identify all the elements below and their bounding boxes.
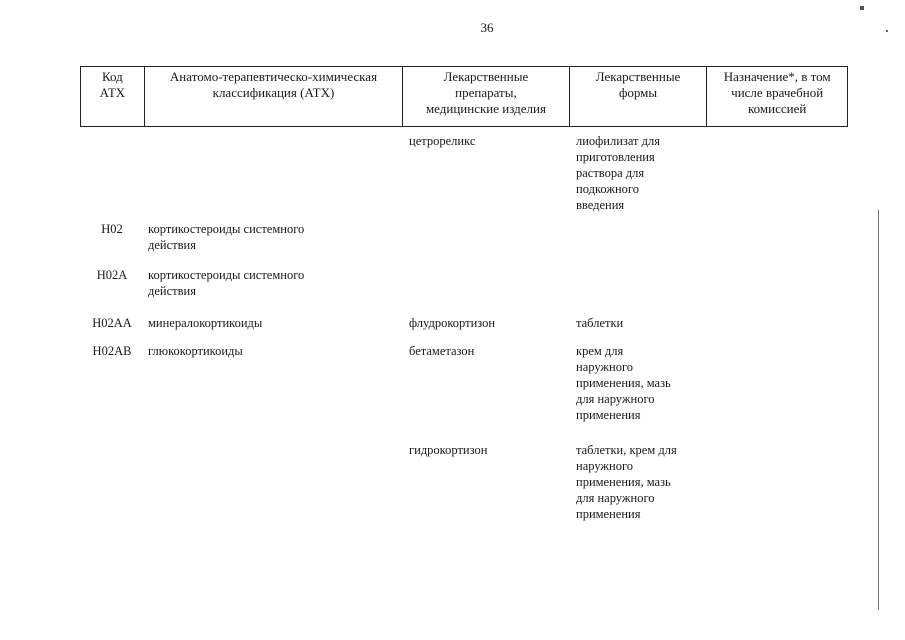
row-code: H02AA [92,316,132,330]
row-class: глюкокортикоиды [148,344,243,358]
row-form: крем для наружного применения, мазь для наружного применения [576,344,671,422]
scan-mark [860,6,864,10]
row-drug: цетрореликс [409,134,476,148]
table-header [80,66,848,127]
row-drug: гидрокортизон [409,443,488,457]
row-code: H02 [101,222,123,236]
header-code: Код АТХ [81,67,145,126]
scan-mark [886,30,888,32]
row-class: кортикостероиды системного действия [148,268,305,298]
row-form: таблетки [576,316,624,330]
header-drugs: Лекарственные препараты, медицинские изделия [403,67,570,126]
row-drug: бетаметазон [409,344,475,358]
scan-edge-line [878,210,879,610]
page-number: 36 [480,20,494,35]
row-class: кортикостероиды системного действия [148,222,305,252]
header-forms: Лекарственные формы [570,67,708,126]
header-purpose: Назначение*, в том числе врачебной комиссией [723,69,831,116]
row-code: H02AB [92,344,132,358]
row-form: таблетки, крем для наружного применения, мазь для наружного применения [576,443,677,521]
row-code: H02A [96,268,128,282]
row-class: минералокортикоиды [148,316,263,330]
row-form: лиофилизат для приготовления раствора для подкожного введения [576,134,660,212]
row-drug: флудрокортизон [409,316,496,330]
header-classification: Анатомо-терапевтическо-химическая классификация (АТХ) [145,67,403,126]
